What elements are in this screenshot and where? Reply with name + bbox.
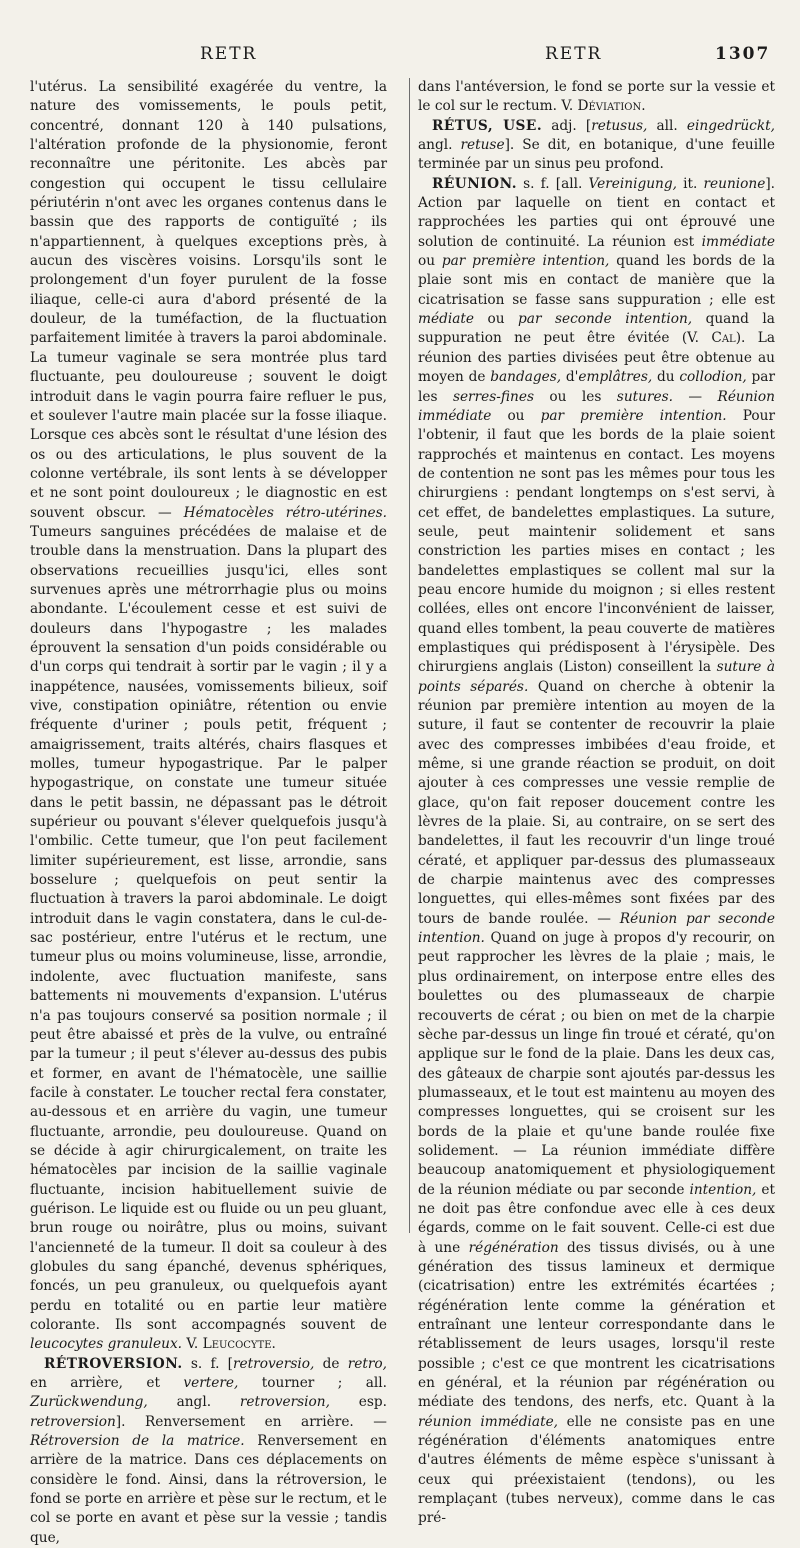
entry-retus: RÉTUS, USE. adj. [retusus, all. eingedrückt, angl. retuse]. Se dit, en botanique, d'une feuille terminée par un sinus peu profond. xyxy=(418,117,775,173)
headword-retroversion: RÉTROVERSION. xyxy=(44,1355,183,1372)
entry-retroversion-continued: dans l'antéversion, le fond se porte sur la vessie et le col sur le rectum. V. Déviation. xyxy=(418,79,775,115)
text-columns xyxy=(30,78,776,1546)
headword-reunion: RÉUNION. xyxy=(432,175,517,192)
right-column xyxy=(409,78,776,1527)
page-number: 1307 xyxy=(715,44,771,64)
entry-retroversion-uterine-continuation: l'utérus. La sensibilité exagérée du ventre, la nature des vomissements, le pouls petit, concentré, donnant 120 à 140 pulsations, l'altération profonde de la physionomie, feront reconnaître une péritonite. Les abcès par congestion qui occupent le tissu cellulaire périutérin n'ont avec les organes contenus dans le bassin que des rapports de contiguïté ; ils n'appartiennent, à quelques exceptions près, à aucun des viscères voisins. Lorsqu'ils sont le prolongement d'un foyer purulent de la fosse iliaque, celle-ci aura d'abord présenté de la douleur, de la tuméfaction, de la fluctuation parfaitement limitée à travers la paroi abdominale. La tumeur vaginale se sera montrée plus tard fluctuante, peu douloureuse ; souvent le doigt introduit dans le vagin pourra faire refluer le pus, et soulever l'autre main placée sur la fosse iliaque. Lorsque ces abcès sont le résultat d'une lésion des os ou des articulations, le plus souvent de la colonne vertébrale, ils sont lents à se développer et ne sont point douloureux ; le diagnostic en est souvent obscur. — Hématocèles rétro-utérines. Tumeurs sanguines précédées de malaise et de trouble dans la menstruation. Dans la plupart des observations recueillies jusqu'ici, elles sont survenues après une métrorrhagie plus ou moins abondante. L'écoulement cesse et est suivi de douleurs dans l'hypogastre ; les malades éprouvent la sensation d'un poids considérable ou d'un corps qui tendrait à sortir par le vagin ; il y a inappétence, nausées, vomissements bilieux, soif vive, constipation opiniâtre, rétention ou envie fréquente d'uriner ; pouls petit, fréquent ; amaigrissement, traits altérés, chairs flasques et molles, tumeur hypogastrique. Par le palper hypogastrique, on constate une tumeur située dans le petit bassin, ne dépassant pas le détroit supérieur ou pouvant s'élever quelquefois jusqu'à l'ombilic. Cette tumeur, que l'on peut facilement limiter supérieurement, est lisse, arrondie, sans bosselure ; quelquefois on peut sentir la fluctuation à travers la paroi abdominale. Le doigt introduit dans le vagin constatera, dans le cul-de-sac postérieur, entre l'utérus et le rectum, une tumeur plus ou moins volumineuse, lisse, arrondie, indolente, avec fluctuation manifeste, sans battements ni mouvements d'expansion. L'utérus n'a pas toujours conservé sa position normale ; il peut être abaissé et près de la vulve, ou entraîné par la tumeur ; il peut s'élever au-dessus des pubis et former, en avant de l'hématocèle, une saillie facile à constater. Le toucher rectal fera constater, au-dessous et en arrière du vagin, une tumeur fluctuante, arrondie, peu douloureuse. Quand on se décide à agir chirurgicalement, on traite les hématocèles par incision de la saillie vaginale fluctuante, incision habituellement suivie de guérison. Le liquide est ou fluide ou un peu gluant, brun rouge ou noirâtre, plus ou moins, suivant l'ancienneté de la tumeur. Il doit sa couleur à des globules du sang épanché, devenus sphériques, foncés, un peu granuleux, ou quelquefois ayant perdu en totalité ou en partie leur matière colorante. Ils sont accompagnés souvent de leucocytes granuleux. V. Leucocyte. xyxy=(30,79,387,1353)
running-head-left: RETR xyxy=(200,44,258,64)
running-head-center: RETR xyxy=(545,44,603,64)
entry-retroversion: RÉTROVERSION. s. f. [retroversio, de retro, en arrière, et vertere, tourner ; all. Zurückwendung, angl. retroversion, esp. retroversion]. Renversement en arrière. — Rétroversion de la matrice. Renversement en arrière de la matrice. Dans ces déplacements on considère le fond. Ainsi, dans la rétroversion, le fond se porte en arrière et pèse sur le rectum, et le col se porte en avant et pèse sur la vessie ; tandis que, xyxy=(30,1355,388,1546)
headword-retus: RÉTUS, USE. xyxy=(432,117,543,134)
left-column xyxy=(30,78,393,1546)
running-head xyxy=(0,44,800,70)
entry-reunion: RÉUNION. s. f. [all. Vereinigung, it. reunione]. Action par laquelle on tient en contact et rapprochées les parties qui ont éprouvé une solution de continuité. La réunion est immédiate ou par première intention, quand les bords de la plaie sont mis en contact de manière que la cicatrisation se fasse sans suppuration ; elle est médiate ou par seconde intention, quand la suppuration ne peut être évitée (V. Cal). La réunion des parties divisées peut être obtenue au moyen de bandages, d'emplâtres, du collodion, par les serres-fines ou les sutures. — Réunion immédiate ou par première intention. Pour l'obtenir, il faut que les bords de la plaie soient rapprochés et maintenus en contact. Les moyens de contention ne sont pas les mêmes pour tous les chirurgiens : pendant longtemps on s'est servi, à cet effet, de bandelettes emplastiques. La suture, seule, peut maintenir solidement et sans constriction les parties mises en contact ; les bandelettes emplastiques se collent mal sur la peau encore humide du moignon ; si elles restent collées, elles ont encore l'inconvénient de laisser, quand elles tombent, la peau couverte de matières emplastiques qui prédisposent à l'érysipèle. Des chirurgiens anglais (Liston) conseillent la suture à points séparés. Quand on cherche à obtenir la réunion par première intention au moyen de la suture, il faut se contenter de recouvrir la plaie avec des compresses imbibées d'eau froide, et même, si une grande réaction se produit, on doit ajouter à ces compresses une vessie remplie de glace, qu'on fait reposer doucement contre les lèvres de la plaie. Si, au contraire, on se sert des bandelettes, il faut les recouvrir d'un linge troué cératé, et appliquer par-dessus des plumasseaux de charpie maintenus avec des compresses longuettes, qui elles-mêmes sont fixées par des tours de bande roulée. — Réunion par seconde intention. Quand on juge à propos d'y recourir, on peut rapprocher les lèvres de la plaie ; mais, le plus ordinairement, on interpose entre elles des boulettes ou des plumasseaux de charpie recouverts de cérat ; ou bien on met de la charpie sèche par-dessus un linge fin troué et cératé, qu'on applique sur le fond de la plaie. Dans les deux cas, des gâteaux de charpie sont ajoutés par-dessus les plumasseaux, et le tout est maintenu au moyen des compresses longuettes, qui se croisent sur les bords de la plaie et qu'une bande roulée fixe solidement. — La réunion immédiate diffère beaucoup anatomiquement et physiologiquement de la réunion médiate ou par seconde intention, et ne doit pas être confondue avec elle à ces deux égards, comme on le fait souvent. Celle-ci est due à une régénération des tissus divisés, ou à une génération des tissus lamineux et dermique (cicatrisation) entre les extrémités écartées ; régénération lente comme la génération et entraînant une lenteur correspondante dans le rétablissement de leurs usages, lorsqu'il reste possible ; c'est ce que montrent les cicatrisations en général, et la réunion par régénération ou médiate des tendons, des nerfs, etc. Quant à la réunion immédiate, elle ne consiste pas en une régénération d'éléments anatomiques entre d'autres éléments de même espèce s'unissant à ceux qui préexistaient (tendons), ou les remplaçant (tubes nerveux), comme dans le cas pré- xyxy=(418,175,776,1527)
